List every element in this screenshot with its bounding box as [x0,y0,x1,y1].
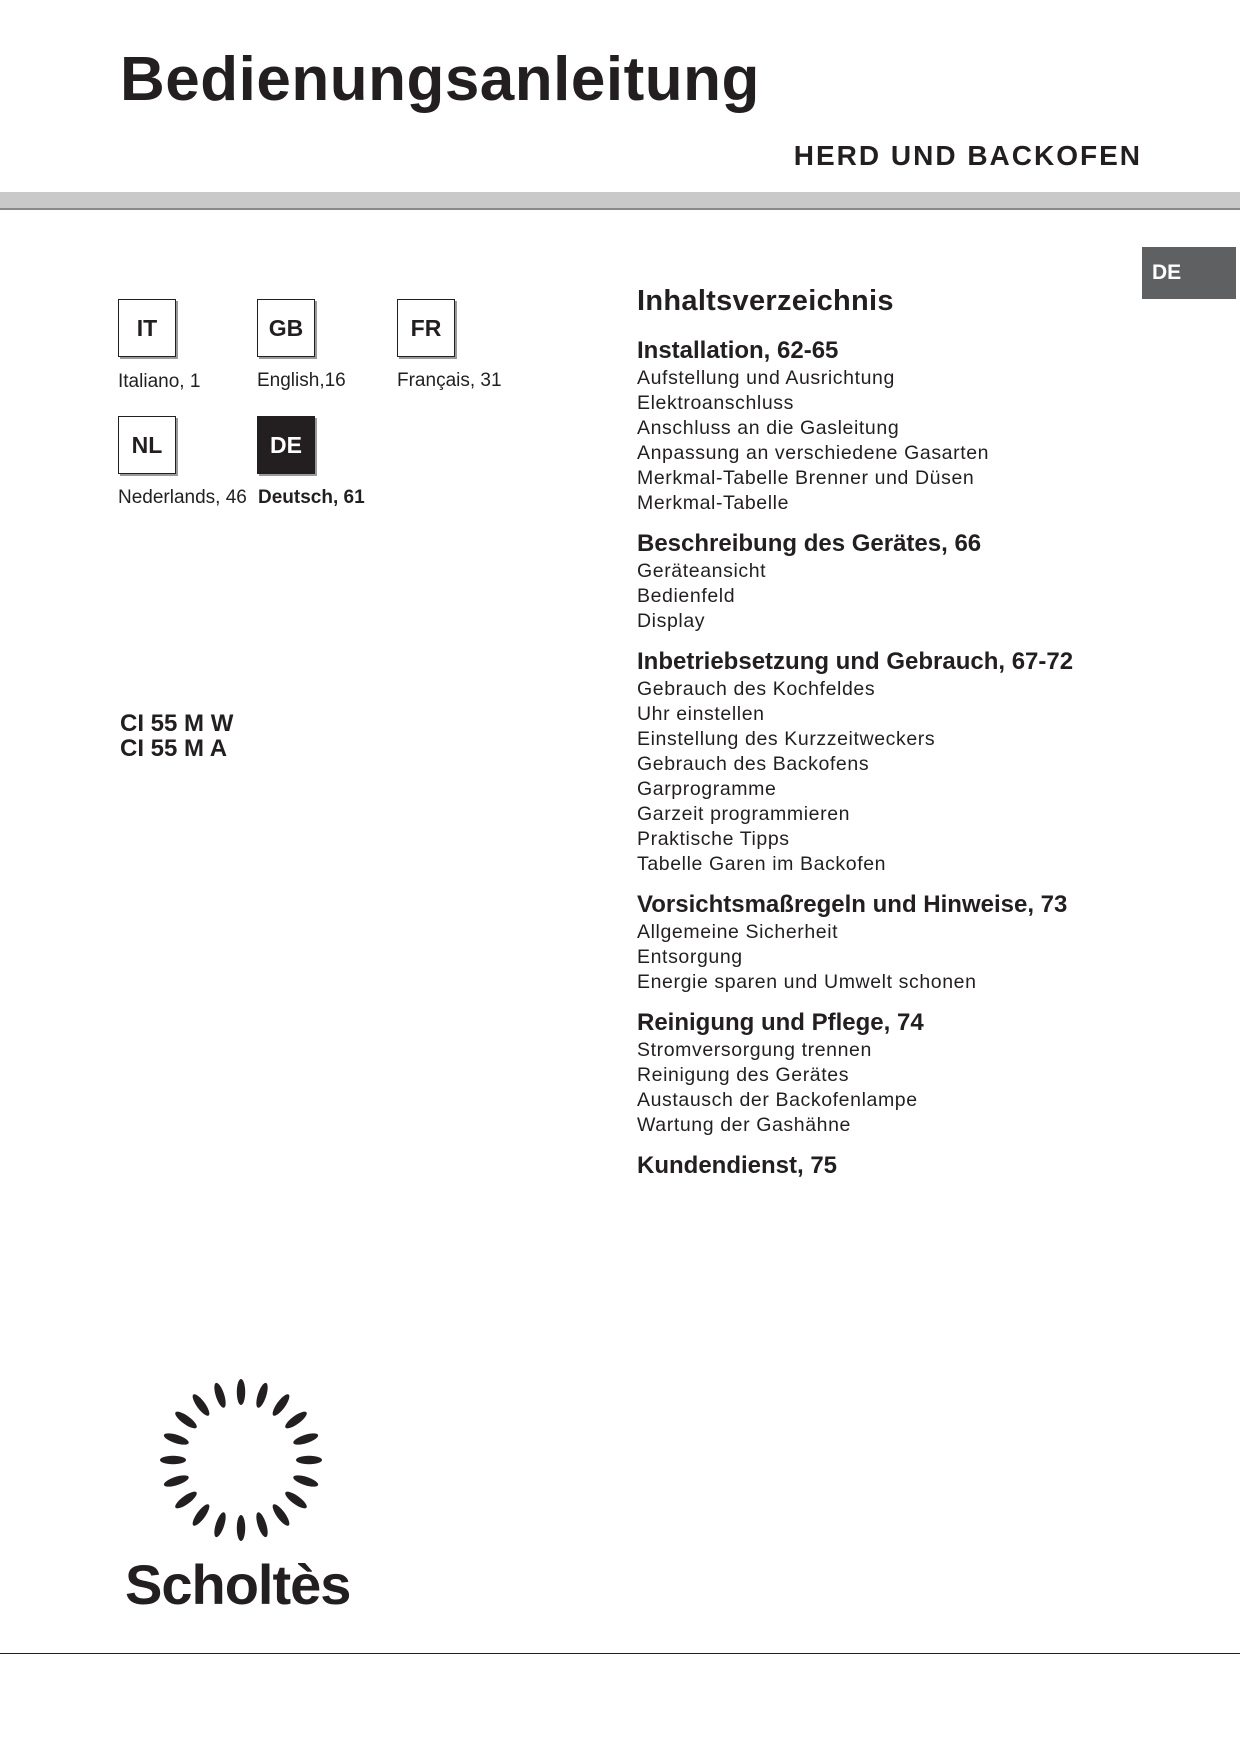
logo-ray [190,1502,212,1528]
toc-item: Gebrauch des Backofens [637,753,870,775]
toc-item: Bedienfeld [637,585,736,607]
toc-section-heading: Installation, 62-65 [637,337,839,364]
lang-box-de: DE [257,416,315,474]
lang-label-nl: Nederlands, 46 [118,487,247,508]
model-number: CI 55 M W [120,710,234,737]
logo-ray [163,1431,190,1447]
page-subtitle: HERD UND BACKOFEN [793,140,1142,171]
lang-box-gb: GB [257,299,315,357]
sun-burst-icon [125,1372,325,1552]
toc-section-heading: Reinigung und Pflege, 74 [637,1009,924,1036]
lang-box-it: IT [118,299,176,357]
logo-ray [163,1473,190,1489]
header-divider [0,192,1240,210]
toc-item: Allgemeine Sicherheit [637,921,839,943]
lang-box-fr: FR [397,299,455,357]
logo-ray [296,1456,322,1464]
toc-item: Garzeit programmieren [637,803,851,825]
toc-section [637,1151,1137,1181]
logo-ray [254,1382,270,1409]
toc-section-heading: Inbetriebsetzung und Gebrauch, 67-72 [637,648,1074,675]
toc-section [637,1008,1137,1138]
logo-ray [283,1409,309,1431]
logo-ray [270,1392,292,1418]
logo-ray [292,1431,319,1447]
lang-label-de: Deutsch, 61 [258,487,365,508]
lang-label-gb: English,16 [257,370,346,391]
logo-ray [190,1392,212,1418]
toc-item: Stromversorgung trennen [637,1039,872,1061]
lang-label-fr: Français, 31 [397,370,502,391]
toc-item: Wartung der Gashähne [637,1114,851,1136]
toc-item: Energie sparen und Umwelt schonen [637,971,977,993]
logo-ray [283,1489,309,1511]
toc-item: Uhr einstellen [637,703,765,725]
logo-ray [237,1379,245,1405]
toc-title: Inhaltsverzeichnis [637,285,894,317]
model-number: CI 55 M A [120,735,228,762]
toc-item: Entsorgung [637,946,743,968]
lang-label-it: Italiano, 1 [118,371,201,392]
toc-item: Merkmal-Tabelle Brenner und Düsen [637,467,975,489]
page-title: Bedienungsanleitung [120,45,760,114]
toc-item: Merkmal-Tabelle [637,492,790,514]
logo-ray [270,1502,292,1528]
toc-item: Garprogramme [637,778,777,800]
lang-box-nl: NL [118,416,176,474]
toc-item: Geräteansicht [637,560,767,582]
language-badge: DE [1142,247,1236,299]
logo-ray [292,1473,319,1489]
toc-item: Tabelle Garen im Backofen [637,853,887,875]
toc-section [637,529,1137,634]
toc-section [637,890,1137,995]
toc-section-heading: Vorsichtsmaßregeln und Hinweise, 73 [637,891,1068,918]
toc-section [637,336,1137,516]
toc-item: Anpassung an verschiedene Gasarten [637,442,990,464]
toc-section-heading: Beschreibung des Gerätes, 66 [637,530,982,557]
toc-item: Anschluss an die Gasleitung [637,417,900,439]
toc-item: Aufstellung und Ausrichtung [637,367,895,389]
logo-ray [212,1511,228,1538]
toc-section [637,647,1137,877]
table-of-contents [637,285,1137,1194]
toc-item: Reinigung des Gerätes [637,1064,850,1086]
logo-ray [212,1382,228,1409]
logo-ray [173,1409,199,1431]
toc-section-heading: Kundendienst, 75 [637,1152,838,1179]
toc-item: Praktische Tipps [637,828,790,850]
logo-ray [254,1511,270,1538]
brand-name: Scholtès [125,1553,351,1616]
logo-ray [237,1515,245,1541]
toc-sections [637,336,1137,1181]
footer-rule [0,1653,1240,1654]
toc-item: Display [637,610,706,632]
toc-item: Elektroanschluss [637,392,795,414]
toc-item: Gebrauch des Kochfeldes [637,678,876,700]
toc-item: Einstellung des Kurzzeitweckers [637,728,936,750]
toc-item: Austausch der Backofenlampe [637,1089,918,1111]
logo-ray [173,1489,199,1511]
logo-ray [160,1456,186,1464]
